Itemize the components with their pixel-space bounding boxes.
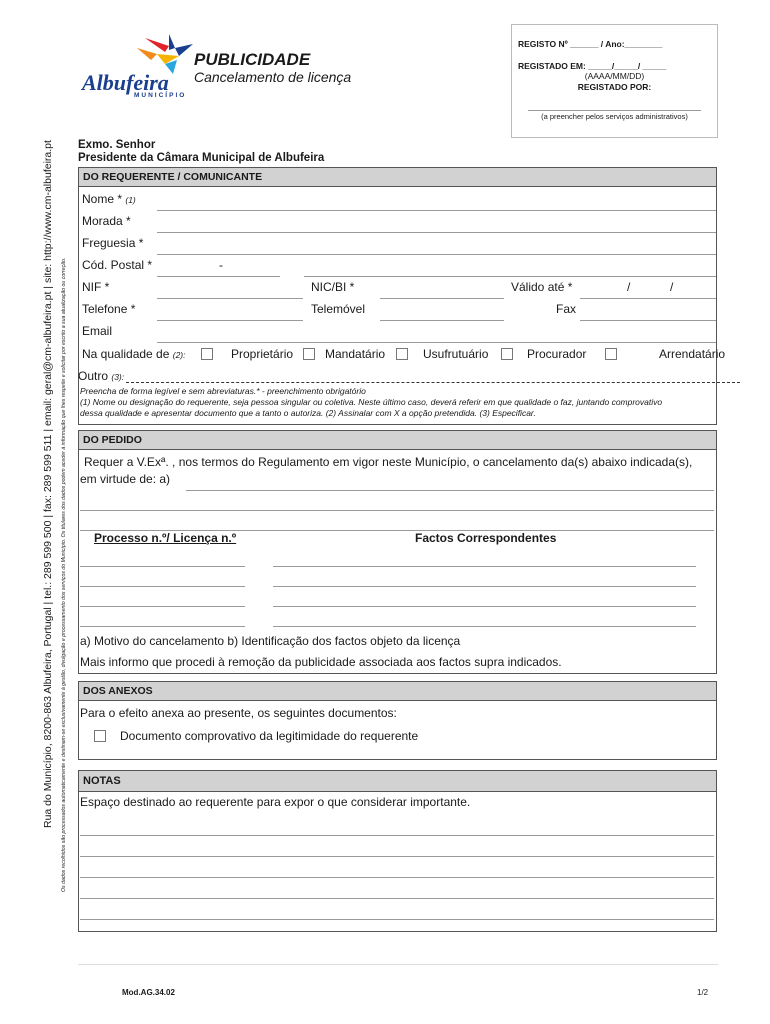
fax-field[interactable] <box>580 320 716 321</box>
freguesia-label: Freguesia * <box>82 236 144 250</box>
logo-name: Albufeira <box>82 70 169 95</box>
option-procurador: Procurador <box>527 347 587 361</box>
email-label: Email <box>82 324 113 338</box>
addressee-line1: Exmo. Senhor <box>78 139 156 151</box>
pedido-info: Mais informo que procedi à remoção da publicidade associada aos factos supra indicados. <box>80 655 562 669</box>
outro-label: Outro (3): <box>78 369 125 383</box>
pedido-field-1[interactable] <box>186 490 714 491</box>
freguesia-field[interactable] <box>157 254 716 255</box>
notas-field-2[interactable] <box>80 856 714 857</box>
albufeira-logo <box>80 30 195 100</box>
cod-postal-dash: - <box>219 258 223 272</box>
registry-box <box>511 24 718 138</box>
pedido-footnote: a) Motivo do cancelamento b) Identificação dos factos objeto da licença <box>80 634 461 648</box>
valido-label: Válido até * <box>511 280 573 294</box>
telemovel-field[interactable] <box>380 320 504 321</box>
checkbox-procurador[interactable] <box>501 348 513 360</box>
requerente-note-2: (1) Nome ou designação do requerente, seja pessoa singular ou coletiva. Neste último caso, deverá referir em que qualidade o faz, juntando comprovativo <box>80 397 663 407</box>
morada-label: Morada * <box>82 214 131 228</box>
checkbox-documento[interactable] <box>94 730 106 742</box>
registry-date: REGISTADO EM: _____/_____/ _____ <box>518 61 667 71</box>
valido-field[interactable] <box>580 298 716 299</box>
cod-postal-label: Cód. Postal * <box>82 258 153 272</box>
section-notas <box>78 791 717 932</box>
side-privacy-note: Os dados recolhidos são processados automaticamente e destinam-se exclusivamente à gestão, divulgação e processamento dos serviços do Município. Os titulares dos dados podem aceder à informação que lhes respeite e solicitar por escrito a sua atualização ou correção. <box>61 257 67 892</box>
processo-field-3[interactable] <box>80 606 245 607</box>
nome-field[interactable] <box>157 210 716 211</box>
requerente-note-1: Preencha de forma legível e sem abreviaturas.* - preenchimento obrigatório <box>80 386 366 396</box>
outro-field[interactable] <box>126 382 740 383</box>
pedido-text-2: em virtude de: a) <box>80 472 171 486</box>
logo-sub: MUNICÍPIO <box>134 92 187 99</box>
requerente-note-3: dessa qualidade e apresentar documento que a tanto o autoriza. (2) Assinalar com X a opção pretendida. (3) Especificar. <box>80 408 536 418</box>
nome-label: Nome * (1) <box>82 192 136 206</box>
notas-field-1[interactable] <box>80 835 714 836</box>
footer-divider <box>78 964 718 965</box>
section-anexos-header: DOS ANEXOS <box>78 681 717 701</box>
anexos-intro: Para o efeito anexa ao presente, os seguintes documentos: <box>80 706 397 720</box>
side-address: Rua do Município, 8200-863 Albufeira, Portugal | tel.: 289 599 500 | fax: 289 599 511 | email: geral@cm-albufeira.pt | site: http://www.cm-albufeira.pt <box>42 140 54 828</box>
checkbox-proprietario[interactable] <box>201 348 213 360</box>
morada-field[interactable] <box>157 232 716 233</box>
option-usufrutuario: Usufrutuário <box>423 347 489 361</box>
checkbox-usufrutuario[interactable] <box>396 348 408 360</box>
col-processo-header: Processo n.º/ Licença n.º <box>94 531 237 545</box>
email-field[interactable] <box>157 342 716 343</box>
addressee-line2: Presidente da Câmara Municipal de Albufeira <box>78 152 325 164</box>
nic-field[interactable] <box>380 298 504 299</box>
section-notas-header: NOTAS <box>78 770 717 792</box>
telefone-label: Telefone * <box>82 302 136 316</box>
option-arrendatario: Arrendatário <box>659 347 726 361</box>
registry-note: (a preencher pelos serviços administrativos) <box>541 112 688 121</box>
fax-label: Fax <box>556 302 577 316</box>
page-title: PUBLICIDADE <box>194 50 311 69</box>
cod-postal-field-1[interactable] <box>157 276 280 277</box>
factos-field-2[interactable] <box>273 586 696 587</box>
checkbox-mandatario[interactable] <box>303 348 315 360</box>
factos-field-3[interactable] <box>273 606 696 607</box>
registry-by: REGISTADO POR: <box>577 82 652 92</box>
model-code: Mod.AG.34.02 <box>122 988 175 997</box>
nif-label: NIF * <box>82 280 110 294</box>
cod-postal-field-2[interactable] <box>304 276 716 277</box>
notas-field-3[interactable] <box>80 877 714 878</box>
notas-text: Espaço destinado ao requerente para expor o que considerar importante. <box>80 795 471 809</box>
valido-slash-1: / <box>627 280 631 294</box>
qualidade-label: Na qualidade de (2): <box>82 347 186 361</box>
notas-field-5[interactable] <box>80 919 714 920</box>
registry-date-format: (AAAA/MM/DD) <box>584 71 645 81</box>
anexos-doc-1: Documento comprovativo da legitimidade do requerente <box>120 729 419 743</box>
logo-star-icon <box>135 30 195 75</box>
option-proprietario: Proprietário <box>231 347 294 361</box>
factos-field-1[interactable] <box>273 566 696 567</box>
page-subtitle: Cancelamento de licença <box>194 69 352 85</box>
pedido-text-1: Requer a V.Exª. , nos termos do Regulamento em vigor neste Município, o cancelamento da(s) abaixo indicada(s), <box>84 455 693 469</box>
telefone-field[interactable] <box>157 320 303 321</box>
nic-label: NIC/BI * <box>311 280 355 294</box>
option-mandatario: Mandatário <box>325 347 386 361</box>
section-pedido-header: DO PEDIDO <box>78 430 717 450</box>
processo-field-1[interactable] <box>80 566 245 567</box>
notas-field-4[interactable] <box>80 898 714 899</box>
processo-field-4[interactable] <box>80 626 245 627</box>
nif-field[interactable] <box>157 298 303 299</box>
factos-field-4[interactable] <box>273 626 696 627</box>
pedido-field-2[interactable] <box>80 510 714 511</box>
telemovel-label: Telemóvel <box>311 302 366 316</box>
page-number: 1/2 <box>697 988 709 997</box>
col-factos-header: Factos Correspondentes <box>415 531 557 545</box>
checkbox-arrendatario[interactable] <box>605 348 617 360</box>
valido-slash-2: / <box>670 280 674 294</box>
registry-number: REGISTO Nº ______ / Ano:________ <box>518 39 663 49</box>
processo-field-2[interactable] <box>80 586 245 587</box>
section-requerente-header: DO REQUERENTE / COMUNICANTE <box>78 167 717 187</box>
